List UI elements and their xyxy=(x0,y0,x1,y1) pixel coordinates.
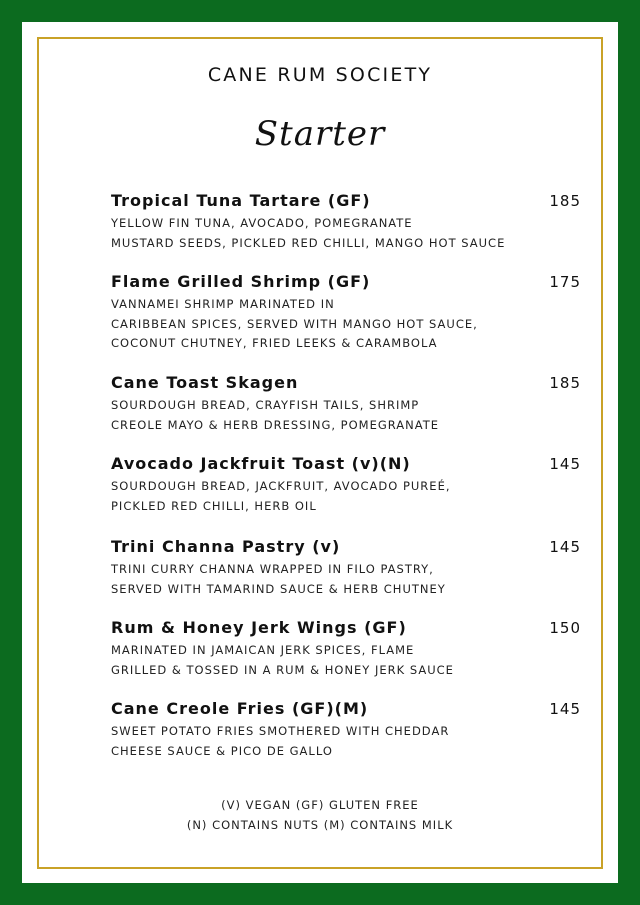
item-name: Avocado Jackfruit Toast (v)(N) xyxy=(111,454,411,473)
legend-line-1: (V) VEGAN (GF) GLUTEN FREE xyxy=(221,798,419,812)
menu-item xyxy=(111,698,581,761)
menu-item xyxy=(111,617,581,680)
item-name: Cane Creole Fries (GF)(M) xyxy=(111,699,369,718)
item-description: TRINI CURRY CHANNA WRAPPED IN FILO PASTRY, SERVED WITH TAMARIND SAUCE & HERB CHUTNEY xyxy=(111,562,446,596)
item-name: Rum & Honey Jerk Wings (GF) xyxy=(111,618,407,637)
item-name: Cane Toast Skagen xyxy=(111,373,299,392)
item-price: 145 xyxy=(549,455,581,473)
item-description: SWEET POTATO FRIES SMOTHERED WITH CHEDDAR CHEESE SAUCE & PICO DE GALLO xyxy=(111,724,450,758)
menu-item xyxy=(111,536,581,599)
menu-item xyxy=(111,271,581,354)
item-price: 185 xyxy=(549,192,581,210)
menu-page xyxy=(22,22,618,883)
item-description: VANNAMEI SHRIMP MARINATED IN CARIBBEAN SPICES, SERVED WITH MANGO HOT SAUCE, COCONUT CHUTNEY, FRIED LEEKS & CARAMBOLA xyxy=(111,297,478,350)
menu-item xyxy=(111,453,581,516)
item-description: MARINATED IN JAMAICAN JERK SPICES, FLAME GRILLED & TOSSED IN A RUM & HONEY JERK SAUCE xyxy=(111,643,454,677)
menu-item xyxy=(111,372,581,435)
item-price: 175 xyxy=(549,273,581,291)
menu-item xyxy=(111,190,581,253)
legend-line-2: (N) CONTAINS NUTS (M) CONTAINS MILK xyxy=(186,818,454,832)
item-price: 150 xyxy=(549,619,581,637)
dietary-legend xyxy=(22,795,618,835)
item-price: 185 xyxy=(549,374,581,392)
brand-name: CANE RUM SOCIETY xyxy=(207,64,433,86)
item-description: SOURDOUGH BREAD, JACKFRUIT, AVOCADO PUREÉ, PICKLED RED CHILLI, HERB OIL xyxy=(111,479,451,513)
item-price: 145 xyxy=(549,538,581,556)
item-name: Flame Grilled Shrimp (GF) xyxy=(111,272,371,291)
section-title: Starter xyxy=(254,114,386,154)
item-price: 145 xyxy=(549,700,581,718)
item-name: Trini Channa Pastry (v) xyxy=(111,537,341,556)
item-name: Tropical Tuna Tartare (GF) xyxy=(111,191,371,210)
item-description: YELLOW FIN TUNA, AVOCADO, POMEGRANATE MUSTARD SEEDS, PICKLED RED CHILLI, MANGO HOT SAUCE xyxy=(111,216,506,250)
item-description: SOURDOUGH BREAD, CRAYFISH TAILS, SHRIMP CREOLE MAYO & HERB DRESSING, POMEGRANATE xyxy=(111,398,440,432)
